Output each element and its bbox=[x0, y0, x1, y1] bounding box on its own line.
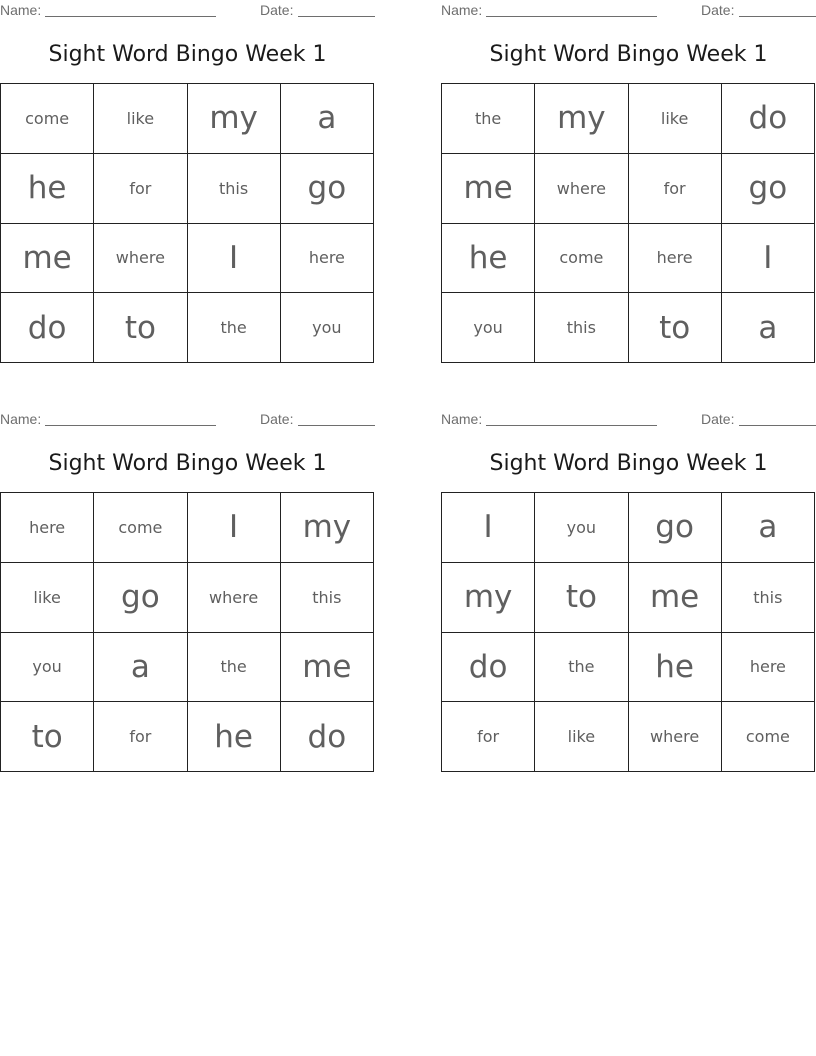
bingo-cell: go bbox=[281, 154, 374, 224]
bingo-cell: me bbox=[281, 633, 374, 703]
bingo-grid bbox=[441, 83, 815, 363]
bingo-cell: for bbox=[94, 702, 187, 772]
bingo-cell: go bbox=[629, 493, 722, 563]
bingo-cell: go bbox=[722, 154, 815, 224]
bingo-cell: like bbox=[629, 84, 722, 154]
card-header bbox=[441, 409, 816, 431]
bingo-cell: you bbox=[442, 293, 535, 363]
bingo-cell: me bbox=[442, 154, 535, 224]
bingo-cell: do bbox=[281, 702, 374, 772]
bingo-cell: a bbox=[722, 293, 815, 363]
bingo-cell: come bbox=[1, 84, 94, 154]
bingo-cell: he bbox=[188, 702, 281, 772]
bingo-cell: he bbox=[629, 633, 722, 703]
bingo-cell: do bbox=[722, 84, 815, 154]
bingo-cell: a bbox=[281, 84, 374, 154]
date-label: Date: bbox=[260, 411, 294, 427]
bingo-cell: where bbox=[629, 702, 722, 772]
date-blank-line bbox=[298, 16, 375, 17]
bingo-card bbox=[0, 409, 375, 755]
bingo-cell: the bbox=[442, 84, 535, 154]
name-blank-line bbox=[486, 425, 657, 426]
bingo-cell: come bbox=[722, 702, 815, 772]
name-label: Name: bbox=[0, 2, 42, 18]
bingo-cell: this bbox=[535, 293, 628, 363]
bingo-cell: I bbox=[442, 493, 535, 563]
date-label: Date: bbox=[701, 411, 735, 427]
bingo-cell: here bbox=[1, 493, 94, 563]
card-title: Sight Word Bingo Week 1 bbox=[489, 42, 768, 67]
date-blank-line bbox=[298, 425, 375, 426]
card-header bbox=[0, 0, 375, 22]
bingo-cell: I bbox=[188, 493, 281, 563]
bingo-cell: my bbox=[281, 493, 374, 563]
bingo-cell: a bbox=[94, 633, 187, 703]
bingo-cell: do bbox=[1, 293, 94, 363]
date-label: Date: bbox=[260, 2, 294, 18]
bingo-cell: this bbox=[281, 563, 374, 633]
bingo-cell: he bbox=[1, 154, 94, 224]
bingo-cell: me bbox=[1, 224, 94, 294]
bingo-cell: like bbox=[1, 563, 94, 633]
bingo-card bbox=[0, 0, 375, 346]
date-blank-line bbox=[739, 16, 816, 17]
bingo-cell: to bbox=[1, 702, 94, 772]
name-blank-line bbox=[45, 16, 216, 17]
bingo-cell: here bbox=[629, 224, 722, 294]
bingo-grid bbox=[441, 492, 815, 772]
bingo-cell: you bbox=[281, 293, 374, 363]
bingo-cell: for bbox=[94, 154, 187, 224]
card-title: Sight Word Bingo Week 1 bbox=[48, 42, 327, 67]
card-header bbox=[0, 409, 375, 431]
bingo-cell: to bbox=[94, 293, 187, 363]
bingo-cell: my bbox=[442, 563, 535, 633]
bingo-grid bbox=[0, 492, 374, 772]
bingo-cell: here bbox=[722, 633, 815, 703]
bingo-cell: I bbox=[722, 224, 815, 294]
bingo-cell: to bbox=[629, 293, 722, 363]
bingo-cell: for bbox=[442, 702, 535, 772]
bingo-cell: this bbox=[188, 154, 281, 224]
date-label: Date: bbox=[701, 2, 735, 18]
bingo-cell: my bbox=[188, 84, 281, 154]
bingo-cell: he bbox=[442, 224, 535, 294]
bingo-cell: a bbox=[722, 493, 815, 563]
bingo-cell: the bbox=[535, 633, 628, 703]
bingo-cell: where bbox=[188, 563, 281, 633]
bingo-cell: this bbox=[722, 563, 815, 633]
bingo-cell: where bbox=[94, 224, 187, 294]
name-blank-line bbox=[486, 16, 657, 17]
bingo-cell: go bbox=[94, 563, 187, 633]
name-label: Name: bbox=[0, 411, 42, 427]
card-header bbox=[441, 0, 816, 22]
name-label: Name: bbox=[441, 2, 483, 18]
name-label: Name: bbox=[441, 411, 483, 427]
bingo-cell: like bbox=[535, 702, 628, 772]
bingo-card bbox=[441, 409, 816, 747]
bingo-cell: do bbox=[442, 633, 535, 703]
bingo-cell: here bbox=[281, 224, 374, 294]
bingo-cell: come bbox=[94, 493, 187, 563]
name-blank-line bbox=[45, 425, 216, 426]
bingo-cell: you bbox=[535, 493, 628, 563]
bingo-grid bbox=[0, 83, 374, 363]
bingo-cell: me bbox=[629, 563, 722, 633]
bingo-cell: like bbox=[94, 84, 187, 154]
bingo-cell: come bbox=[535, 224, 628, 294]
bingo-cell: for bbox=[629, 154, 722, 224]
bingo-cell: the bbox=[188, 633, 281, 703]
date-blank-line bbox=[739, 425, 816, 426]
card-title: Sight Word Bingo Week 1 bbox=[489, 451, 768, 476]
bingo-cell: my bbox=[535, 84, 628, 154]
bingo-cell: where bbox=[535, 154, 628, 224]
bingo-cell: I bbox=[188, 224, 281, 294]
bingo-cell: to bbox=[535, 563, 628, 633]
bingo-cell: you bbox=[1, 633, 94, 703]
bingo-card bbox=[441, 0, 816, 346]
bingo-cell: the bbox=[188, 293, 281, 363]
card-title: Sight Word Bingo Week 1 bbox=[48, 451, 327, 476]
